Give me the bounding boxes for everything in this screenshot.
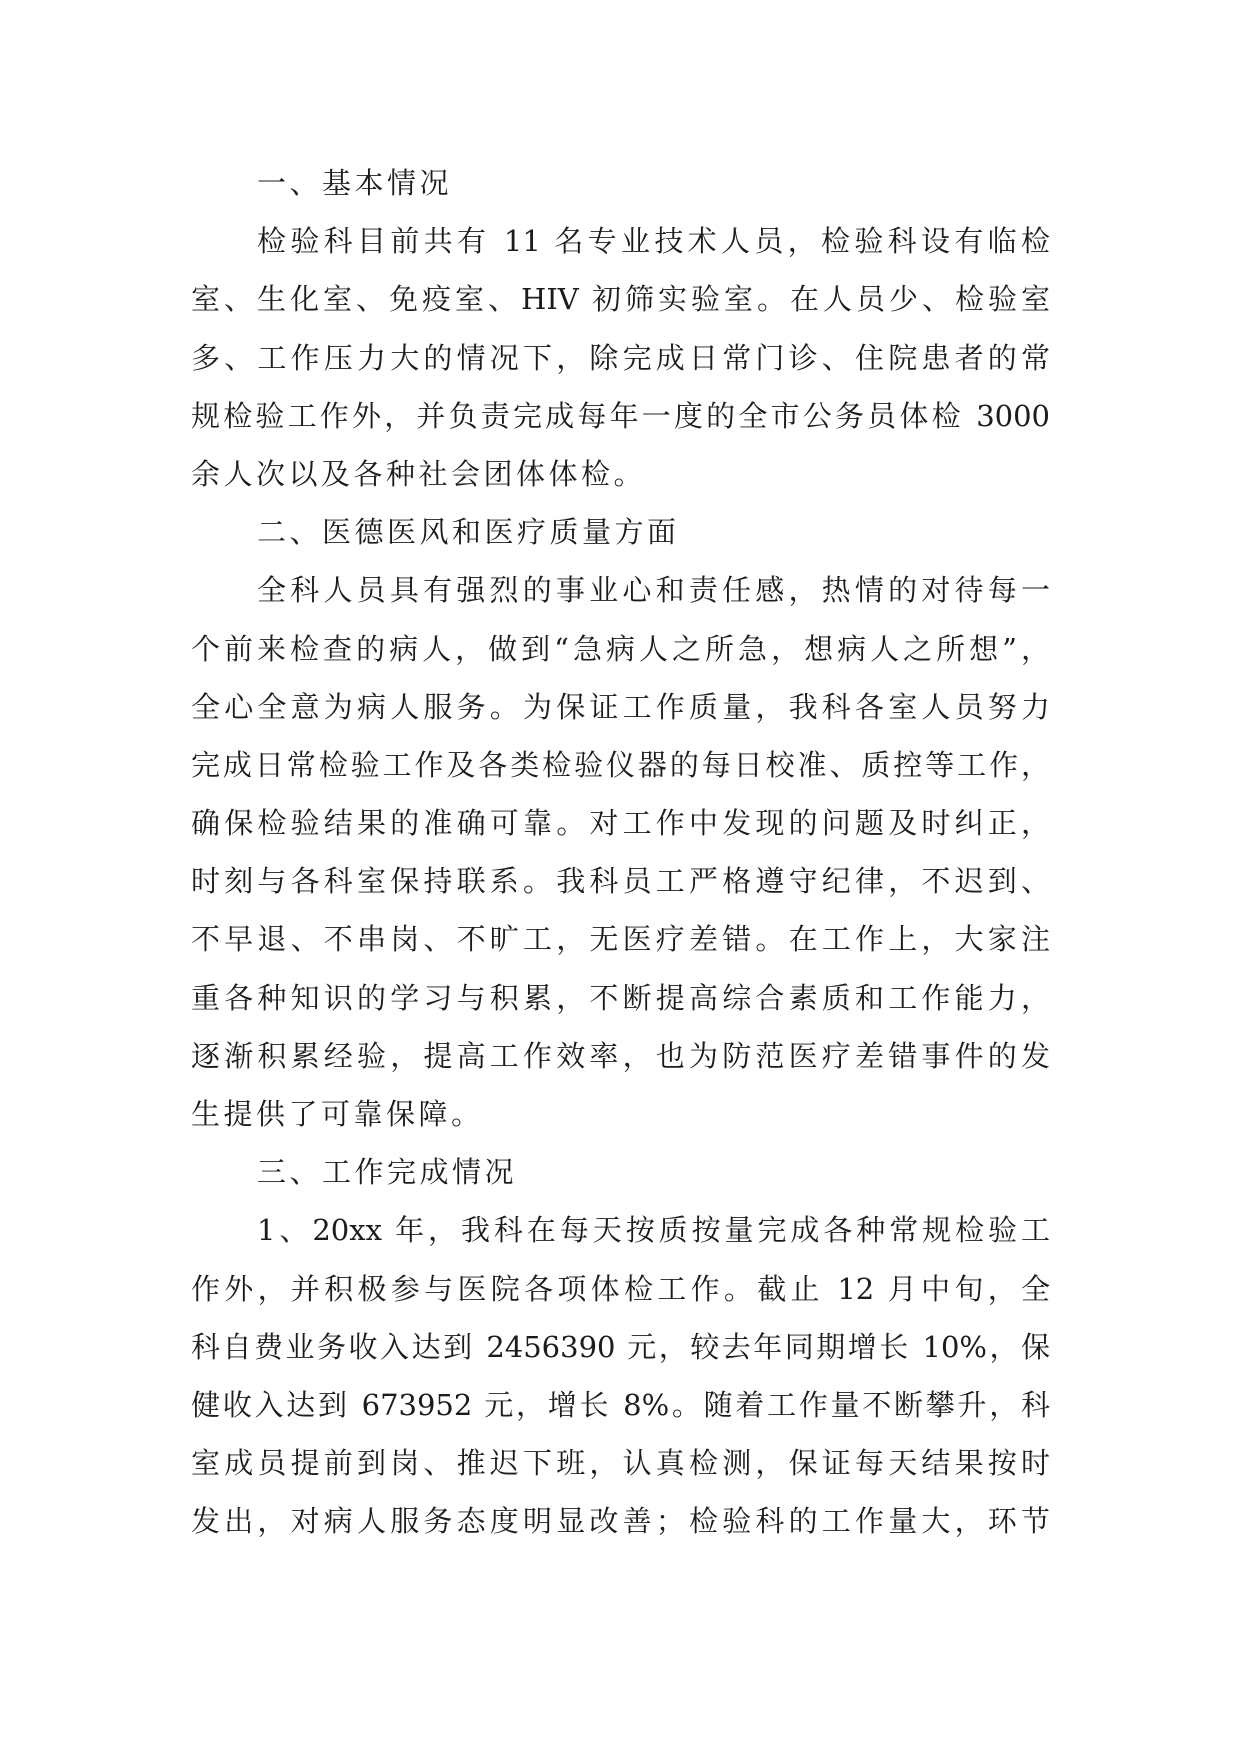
paragraph-line: 余人次以及各种社会团体体检。 <box>191 456 647 491</box>
paragraph-line: 生提供了可靠保障。 <box>191 1097 484 1131</box>
paragraph-line: 室成员提前到岗、推迟下班，认真检测，保证每天结果按时 <box>191 1446 1050 1481</box>
paragraph-line: 完成日常检验工作及各类检验仪器的每日校准、质控等工作， <box>191 747 1050 782</box>
paragraph-line: 发出，对病人服务态度明显改善；检验科的工作量大，环节 <box>191 1504 1050 1539</box>
paragraph-line: 全心全意为病人服务。为保证工作质量，我科各室人员努力 <box>191 689 1050 724</box>
paragraph-line: 检验科目前共有 11 名专业技术人员，检验科设有临检 <box>257 224 1050 259</box>
paragraph-line: 室、生化室、免疫室、HIV 初筛实验室。在人员少、检验室 <box>191 282 1050 317</box>
paragraph-line: 不早退、不串岗、不旷工，无医疗差错。在工作上，大家注 <box>191 922 1050 957</box>
paragraph-line: 作外，并积极参与医院各项体检工作。截止 12 月中旬，全 <box>191 1271 1050 1306</box>
paragraph-line: 全科人员具有强烈的事业心和责任感，热情的对待每一 <box>257 573 1050 608</box>
document-body <box>191 154 1050 1551</box>
paragraph-line: 确保检验结果的准确可靠。对工作中发现的问题及时纠正， <box>191 806 1050 841</box>
paragraph-line: 1、20xx 年，我科在每天按质按量完成各种常规检验工 <box>257 1213 1050 1248</box>
paragraph-line: 规检验工作外，并负责完成每年一度的全市公务员体检 3000 <box>191 398 1050 433</box>
paragraph-line: 时刻与各科室保持联系。我科员工严格遵守纪律，不迟到、 <box>191 864 1050 899</box>
section-heading: 三、工作完成情况 <box>257 1155 518 1190</box>
paragraph-line: 逐渐积累经验，提高工作效率，也为防范医疗差错事件的发 <box>191 1038 1050 1073</box>
paragraph-line: 健收入达到 673952 元，增长 8%。随着工作量不断攀升，科 <box>191 1387 1050 1422</box>
section-heading: 二、医德医风和医疗质量方面 <box>257 515 680 550</box>
paragraph-line: 多、工作压力大的情况下，除完成日常门诊、住院患者的常 <box>191 340 1050 375</box>
paragraph-line: 科自费业务收入达到 2456390 元，较去年同期增长 10%，保 <box>191 1329 1050 1364</box>
paragraph-line: 个前来检查的病人，做到“急病人之所急，想病人之所想”， <box>191 631 1050 666</box>
section-heading: 一、基本情况 <box>257 166 453 200</box>
paragraph-line: 重各种知识的学习与积累，不断提高综合素质和工作能力， <box>191 980 1050 1015</box>
